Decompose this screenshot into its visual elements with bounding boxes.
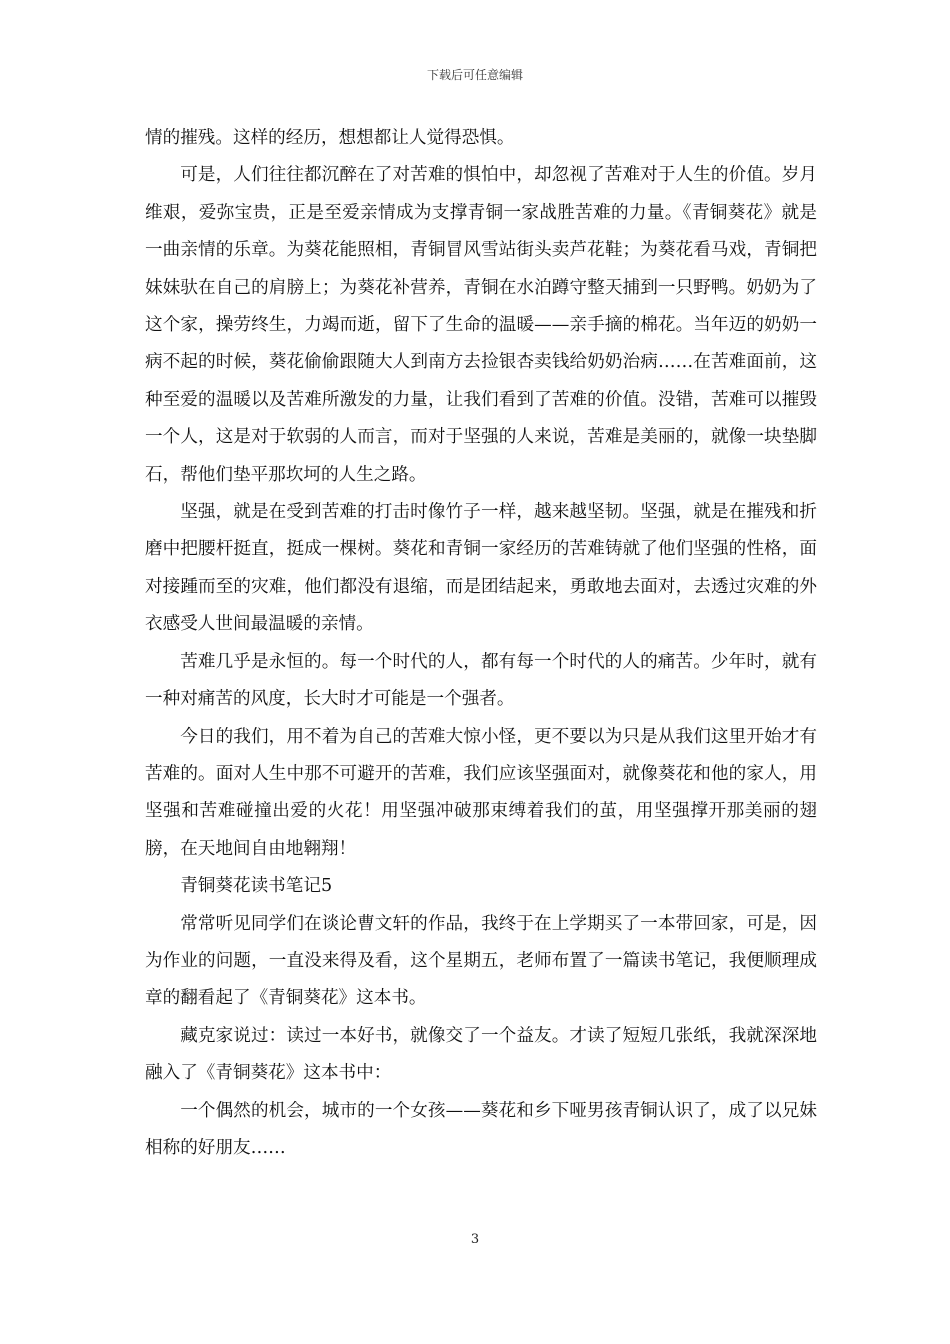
body-text xyxy=(145,120,817,1167)
paragraph: 今日的我们，用不着为自己的苦难大惊小怪，更不要以为只是从我们这里开始才有苦难的。面对人生中那不可避开的苦难，我们应该坚强面对，就像葵花和他的家人，用坚强和苦难碰撞出爱的火花！用坚强冲破那束缚着我们的茧，用坚强撑开那美丽的翅膀，在天地间自由地翱翔！ xyxy=(145,726,817,859)
page-number: 3 xyxy=(470,1232,480,1247)
section-heading: 青铜葵花读书笔记5 xyxy=(180,876,333,897)
paragraph: 可是，人们往往都沉醉在了对苦难的惧怕中，却忽视了苦难对于人生的价值。岁月维艰，爱弥宝贵，正是至爱亲情成为支撑青铜一家战胜苦难的力量。《青铜葵花》就是一曲亲情的乐章。为葵花能照相，青铜冒风雪站街头卖芦花鞋；为葵花看马戏，青铜把妹妹驮在自己的肩膀上；为葵花补营养，青铜在水泊蹲守整天捕到一只野鸭。奶奶为了这个家，操劳终生，力竭而逝，留下了生命的温暖——亲手摘的棉花。当年迈的奶奶一病不起的时候，葵花偷偷跟随大人到南方去捡银杏卖钱给奶奶治病……在苦难面前，这种至爱的温暖以及苦难所激发的力量，让我们看到了苦难的价值。没错，苦难可以摧毁一个人，这是对于软弱的人而言，而对于坚强的人来说，苦难是美丽的，就像一块垫脚石，帮他们垫平那坎坷的人生之路。 xyxy=(145,165,817,485)
paragraph: 藏克家说过：读过一本好书，就像交了一个益友。才读了短短几张纸，我就深深地融入了《青铜葵花》这本书中： xyxy=(145,1025,817,1084)
page-header: 下载后可任意编辑 xyxy=(426,68,523,82)
paragraph: 一个偶然的机会，城市的一个女孩——葵花和乡下哑男孩青铜认识了，成了以兄妹相称的好朋友…… xyxy=(145,1100,817,1158)
paragraph: 常常听见同学们在谈论曹文轩的作品，我终于在上学期买了一本带回家，可是，因为作业的问题，一直没来得及看，这个星期五，老师布置了一篇读书笔记，我便顺理成章的翻看起了《青铜葵花》这本书。 xyxy=(145,913,817,1009)
paragraph: 苦难几乎是永恒的。每一个时代的人，都有每一个时代的人的痛苦。少年时，就有一种对痛苦的风度，长大时才可能是一个强者。 xyxy=(145,651,817,710)
paragraph: 坚强，就是在受到苦难的打击时像竹子一样，越来越坚韧。坚强，就是在摧残和折磨中把腰杆挺直，挺成一棵树。葵花和青铜一家经历的苦难铸就了他们坚强的性格，面对接踵而至的灾难，他们都没有退缩，而是团结起来，勇敢地去面对，去透过灾难的外衣感受人世间最温暖的亲情。 xyxy=(145,502,817,635)
paragraph-continuation: 情的摧残。这样的经历，想想都让人觉得恐惧。 xyxy=(145,128,515,148)
